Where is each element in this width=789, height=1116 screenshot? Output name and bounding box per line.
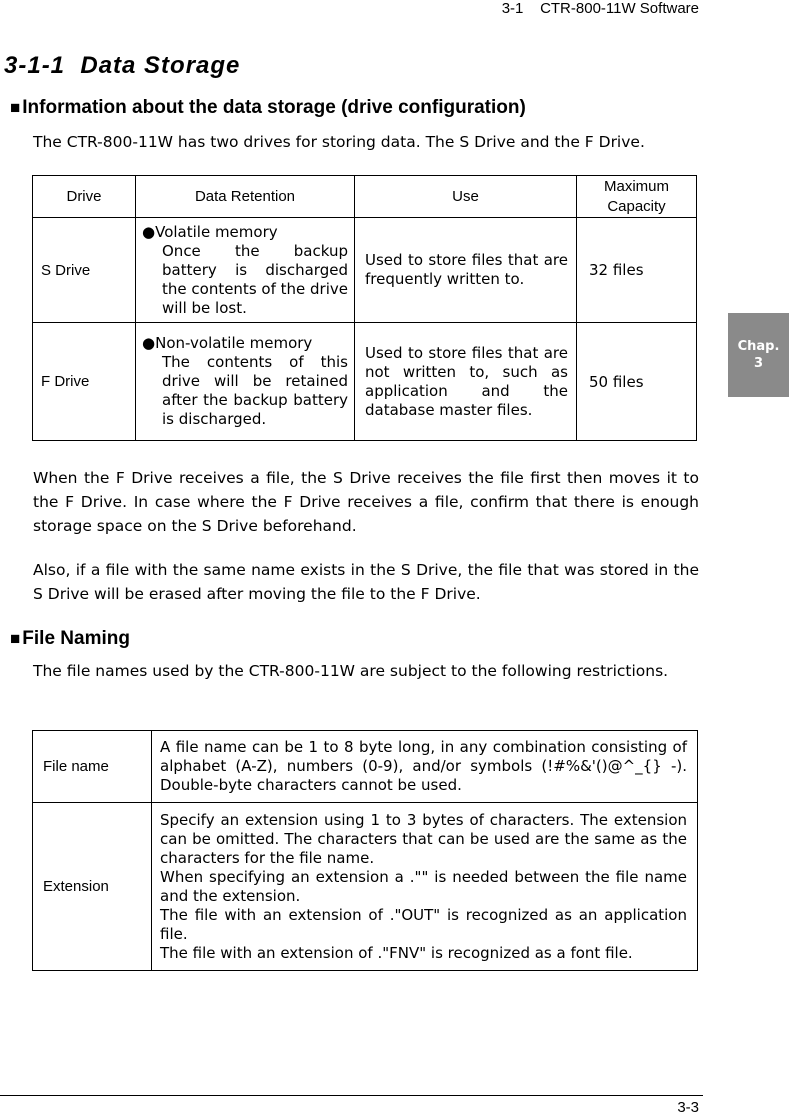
footer-rule — [0, 1095, 703, 1096]
subheading-drive-config-text: Information about the data storage (drive configuration) — [22, 97, 526, 118]
retention-title: Volatile memory — [155, 222, 278, 241]
bullet-icon: ● — [142, 222, 156, 241]
header-title: CTR-800-11W Software — [540, 0, 699, 17]
retention-desc: Once the backup battery is discharged the contents of the drive will be lost. — [162, 241, 348, 317]
table-row — [33, 731, 698, 803]
drive-table-header-row — [33, 176, 697, 218]
retention-desc: The contents of this drive will be retained after the backup battery is discharged. — [162, 353, 348, 428]
naming-label: Extension — [33, 803, 152, 971]
square-bullet-icon: ■ — [10, 629, 21, 648]
naming-label: File name — [33, 731, 152, 803]
col-header-use: Use — [355, 176, 577, 218]
file-naming-table — [32, 730, 698, 971]
naming-desc-line: The file with an extension of ."FNV" is recognized as a font file. — [160, 943, 633, 962]
subheading-file-naming-text: File Naming — [22, 628, 130, 649]
table-row — [33, 218, 697, 323]
paragraph-f-drive-transfer: When the F Drive receives a file, the S Drive receives the file first then moves it to the F Drive. In case where the F Drive receives a file, confirm that there is enough storage space on the S Drive beforehand. — [33, 469, 699, 535]
intro-paragraph: The CTR-800-11W has two drives for storing data. The S Drive and the F Drive. — [33, 133, 645, 151]
subheading-drive-config — [10, 97, 526, 119]
naming-desc-line: Specify an extension using 1 to 3 bytes of characters. The extension can be omitted. The characters that can be used are the same as the characters for the file name. — [160, 810, 687, 867]
drive-name: F Drive — [33, 323, 136, 441]
naming-intro-paragraph: The file names used by the CTR-800-11W are subject to the following restrictions. — [33, 662, 669, 680]
subheading-file-naming — [10, 628, 130, 650]
naming-desc-line: When specifying an extension a ."" is needed between the file name and the extension. — [160, 867, 687, 905]
retention-cell — [136, 218, 355, 323]
bullet-icon: ● — [142, 334, 156, 352]
retention-title: Non-volatile memory — [155, 334, 313, 352]
page-number: 3-3 — [677, 1099, 699, 1116]
header-section: 3-1 — [501, 0, 524, 17]
col-header-retention: Data Retention — [136, 176, 355, 218]
table-row — [33, 323, 697, 441]
col-header-capacity: Maximum Capacity — [577, 176, 697, 218]
col-header-drive: Drive — [33, 176, 136, 218]
naming-desc-line: The file with an extension of ."OUT" is recognized as an application file. — [160, 905, 687, 943]
running-header — [502, 0, 699, 18]
square-bullet-icon: ■ — [10, 98, 21, 117]
naming-desc — [152, 731, 698, 803]
use-cell: Used to store files that are frequently written to. — [355, 218, 577, 323]
retention-cell — [136, 323, 355, 441]
naming-desc-line: A file name can be 1 to 8 byte long, in any combination consisting of alphabet (A-Z), numbers (0-9), and/or symbols (!#%&'()@^_{} -). Double-byte characters cannot be used. — [160, 738, 687, 794]
capacity-cell: 50 files — [577, 323, 697, 441]
naming-desc — [152, 803, 698, 971]
capacity-cell: 32 files — [577, 218, 697, 323]
paragraph-same-name: Also, if a file with the same name exists in the S Drive, the file that was stored in the S Drive will be erased after moving the file to the F Drive. — [33, 561, 699, 603]
chapter-tab-number: 3 — [753, 356, 764, 371]
chapter-tab — [728, 313, 789, 397]
chapter-tab-label: Chap. — [737, 339, 780, 354]
table-row — [33, 803, 698, 971]
drive-name: S Drive — [33, 218, 136, 323]
section-title: 3-1-1 Data Storage — [4, 52, 241, 79]
drive-table — [32, 175, 697, 441]
use-cell: Used to store files that are not written to, such as application and the database master files. — [355, 323, 577, 441]
